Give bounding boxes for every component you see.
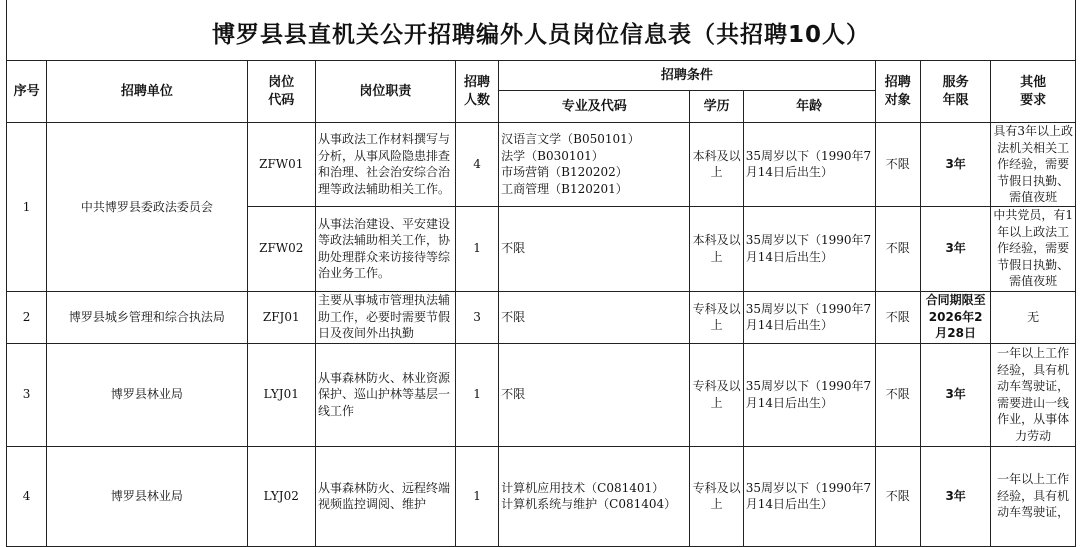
- header-count: 招聘 人数: [455, 61, 498, 123]
- major-item: 计算机系统与维护（C081404）: [501, 497, 677, 511]
- table-row: [7, 291, 1076, 343]
- cell-duty: 主要从事城市管理执法辅助工作，必要时需要节假日及夜间外出执勤: [315, 291, 455, 343]
- cell-other: 具有3年以上政法机关相关工作经验，需要节假日执勤、需值夜班: [991, 123, 1076, 207]
- cell-seq: 4: [7, 446, 47, 546]
- major-item: 计算机应用技术（C081401）: [501, 480, 665, 495]
- cell-age: 35周岁以下（1990年7月14日后出生）: [743, 206, 875, 291]
- header-age: 年龄: [743, 91, 875, 123]
- header-unit: 招聘单位: [47, 61, 247, 123]
- header-education: 学历: [690, 91, 743, 123]
- cell-term: 3年: [920, 446, 990, 546]
- cell-age: 35周岁以下（1990年7月14日后出生）: [743, 343, 875, 446]
- header-other: 其他 要求: [991, 61, 1076, 123]
- page-title: 博罗县县直机关公开招聘编外人员岗位信息表（共招聘10人）: [211, 21, 870, 48]
- cell-other: 中共党员，有1年以上政法工作经验，需要节假日执勤、需值夜班: [991, 206, 1076, 291]
- header-duty: 岗位职责: [315, 61, 455, 123]
- cell-term: 3年: [920, 343, 990, 446]
- cell-major: [499, 123, 690, 207]
- cell-target: 不限: [875, 123, 920, 207]
- cell-count: 1: [455, 446, 498, 546]
- table-row: [7, 446, 1076, 546]
- cell-duty: 从事政法工作材料撰写与分析，从事风险隐患排查和治理、社会治安综合治理等政法辅助相关工作。: [315, 123, 455, 207]
- major-item: 法学（B030101）: [501, 148, 604, 163]
- cell-code: LYJ01: [247, 343, 315, 446]
- major-item: 不限: [501, 309, 526, 324]
- major-item: 不限: [501, 241, 526, 256]
- cell-seq: 1: [7, 123, 47, 292]
- header-term: 服务 年限: [920, 61, 990, 123]
- major-item: 汉语言文学（B050101）: [501, 132, 640, 147]
- cell-other: 一年以上工作经验，具有机动车驾驶证，需要进山一线作业，从事体力劳动: [991, 343, 1076, 446]
- major-item: 不限: [501, 387, 526, 402]
- cell-seq: 3: [7, 343, 47, 446]
- cell-count: 4: [455, 123, 498, 207]
- cell-education: 专科及以上: [690, 291, 743, 343]
- major-item: 市场营销（B120202）: [501, 165, 628, 180]
- cell-major: [499, 206, 690, 291]
- table-row: [7, 343, 1076, 446]
- header-major: 专业及代码: [499, 91, 690, 123]
- cell-duty: 从事法治建设、平安建设等政法辅助相关工作，协助处理群众来访接待等综治业务工作。: [315, 206, 455, 291]
- header-target: 招聘 对象: [875, 61, 920, 123]
- cell-unit: 博罗县林业局: [47, 446, 247, 546]
- cell-term: 3年: [920, 206, 990, 291]
- cell-target: 不限: [875, 206, 920, 291]
- major-item: 工商管理（B120201）: [501, 181, 628, 196]
- cell-major: [499, 343, 690, 446]
- recruitment-table: [6, 60, 1076, 547]
- cell-count: 1: [455, 206, 498, 291]
- cell-unit: 博罗县城乡管理和综合执法局: [47, 291, 247, 343]
- cell-target: 不限: [875, 446, 920, 546]
- cell-major: [499, 291, 690, 343]
- cell-education: 专科及以上: [690, 343, 743, 446]
- header-seq: 序号: [7, 61, 47, 123]
- cell-age: 35周岁以下（1990年7月14日后出生）: [743, 123, 875, 207]
- header-conditions: 招聘条件: [499, 61, 875, 91]
- cell-code: ZFW01: [247, 123, 315, 207]
- cell-count: 3: [455, 291, 498, 343]
- title-bar: [6, 0, 1076, 60]
- cell-code: LYJ02: [247, 446, 315, 546]
- cell-code: ZFW02: [247, 206, 315, 291]
- cell-code: ZFJ01: [247, 291, 315, 343]
- cell-other: 一年以上工作经验，具有机动车驾驶证，: [991, 446, 1076, 546]
- cell-unit: 中共博罗县委政法委员会: [47, 123, 247, 292]
- header-code: 岗位 代码: [247, 61, 315, 123]
- cell-age: 35周岁以下（1990年7月14日后出生）: [743, 446, 875, 546]
- cell-education: 专科及以上: [690, 446, 743, 546]
- cell-duty: 从事森林防火、林业资源保护、巡山护林等基层一线工作: [315, 343, 455, 446]
- cell-count: 1: [455, 343, 498, 446]
- cell-unit: 博罗县林业局: [47, 343, 247, 446]
- cell-other: 无: [991, 291, 1076, 343]
- cell-term: 合同期限至2026年2月28日: [920, 291, 990, 343]
- cell-major: [499, 446, 690, 546]
- cell-target: 不限: [875, 291, 920, 343]
- cell-duty: 从事森林防火、远程终端视频监控调阅、维护: [315, 446, 455, 546]
- cell-education: 本科及以上: [690, 206, 743, 291]
- cell-target: 不限: [875, 343, 920, 446]
- cell-seq: 2: [7, 291, 47, 343]
- header-row-1: [7, 61, 1076, 91]
- cell-term: 3年: [920, 123, 990, 207]
- cell-education: 本科及以上: [690, 123, 743, 207]
- table-row: [7, 123, 1076, 207]
- cell-age: 35周岁以下（1990年7月14日后出生）: [743, 291, 875, 343]
